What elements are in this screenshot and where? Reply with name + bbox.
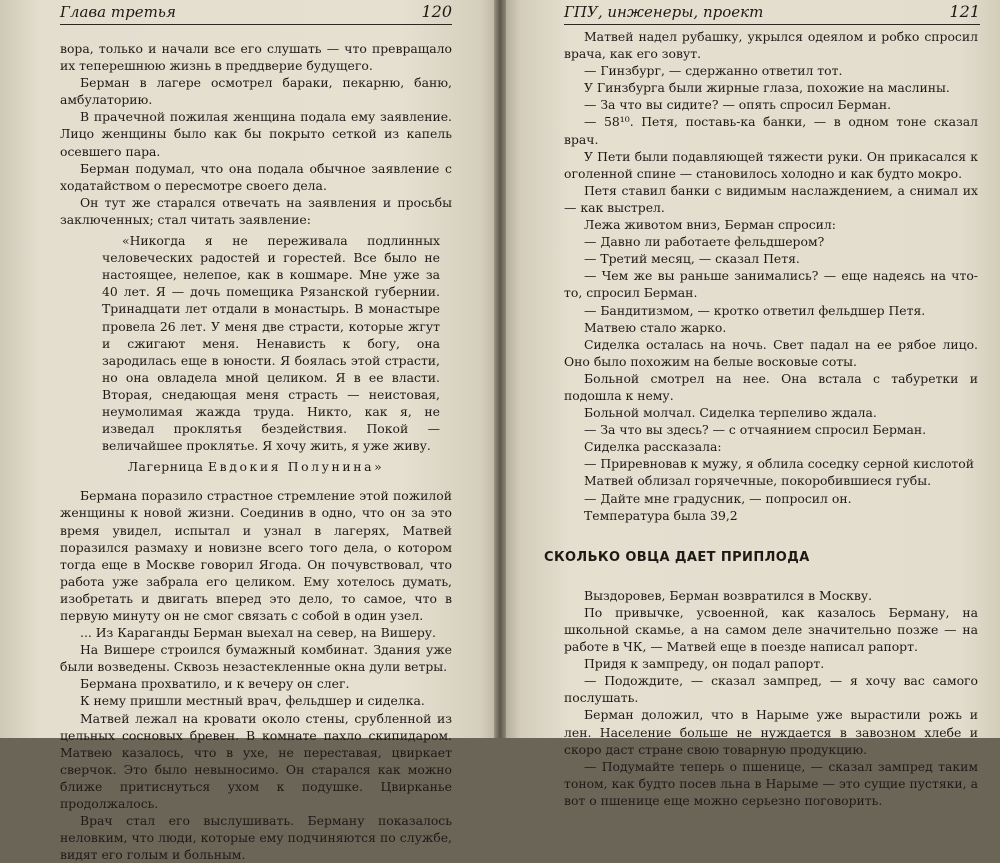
- application-quote: «Никогда я не переживала подлинных человеческих радостей и горестей. Все было не настоящее, нелепое, как в кошмаре. Мне уже за 40 лет. Я — дочь помещика Рязанской губернии. Тринадцати лет отдали в монастырь. В монастыре провела 26 лет. У меня две страсти, которые жгут и сжигают меня. Ненависть к богу, она зародилась еще в юности. Я боялась этой страсти, но она овладела мной целиком. Я в ее власти. Вторая, снедающая меня страсть — неистовая, неумолимая жажда труда. Никто, как я, не изведал проклятья бездействия. Покой — величайшее проклятье. Я хочу жить, я уже живу.: [102, 233, 440, 454]
- paragraph: Сиделка рассказала:: [584, 439, 722, 455]
- paragraph: — 58¹⁰. Петя, поставь-ка банки, — в одном тоне сказал врач.: [564, 114, 978, 147]
- paragraph: Берман подумал, что она подала обычное заявление с ходатайством о пересмотре своего дела.: [60, 160, 452, 193]
- paragraph: Петя ставил банки с видимым наслаждением, а снимал их — как выстрел.: [564, 182, 978, 215]
- paragraph: Сиделка осталась на ночь. Свет падал на ее рябое лицо. Оно было похожим на белые восковые соты.: [564, 336, 978, 369]
- paragraph: — Приревновав к мужу, я облила соседку серной кислотой: [584, 456, 974, 472]
- paragraph: — За что вы сидите? — опять спросил Берман.: [584, 97, 892, 113]
- signature-prefix: Лагерница: [127, 459, 204, 475]
- right-running-head: [564, 2, 980, 25]
- paragraph: — Гинзбург, — сдержанно ответил тот.: [584, 63, 843, 79]
- paragraph: Выздоровев, Берман возвратился в Москву.: [584, 587, 873, 603]
- paragraph: — Дайте мне градусник, — попросил он.: [584, 490, 852, 506]
- paragraph: Температура была 39,2: [584, 507, 738, 523]
- paragraph: К нему пришли местный врач, фельдшер и сиделка.: [80, 693, 425, 709]
- paragraph: Матвею стало жарко.: [584, 319, 727, 335]
- paragraph: — Давно ли работаете фельдшером?: [584, 234, 825, 250]
- paragraph: ... Из Караганды Берман выехал на север, на Вишеру.: [80, 625, 437, 641]
- paragraph: Больной смотрел на нее. Она встала с табуретки и подошла к нему.: [564, 370, 978, 403]
- paragraph: — За что вы здесь? — с отчаянием спросил Берман.: [584, 422, 927, 438]
- right-page: [500, 0, 1000, 808]
- chapter-title: Глава третья: [60, 3, 176, 21]
- paragraph: Берман в лагере осмотрел бараки, пекарню, баню, амбулаторию.: [60, 75, 452, 108]
- quote-signature: [60, 458, 452, 475]
- paragraph: В прачечной пожилая женщина подала ему заявление. Лицо женщины было как бы покрыто сеткой из капель осевшего пара.: [60, 109, 452, 159]
- paragraph: Больной молчал. Сиделка терпеливо ждала.: [584, 405, 877, 421]
- running-title: ГПУ, инженеры, проект: [564, 3, 764, 21]
- paragraph: На Вишере строился бумажный комбинат. Здания уже были возведены. Сквозь незастекленные окна дули ветры.: [60, 642, 452, 675]
- paragraph: вора, только и начали все его слушать — что превращало их теперешнюю жизнь в преддверие будущего.: [60, 41, 452, 74]
- right-page-body: [544, 28, 978, 809]
- paragraph: Врач стал его выслушивать. Берману показалось неловким, что люди, которые ему подчиняются по службе, видят его голым и больным.: [60, 813, 452, 863]
- paragraph: Матвей лежал на кровати около стены, срубленной из цельных сосновых бревен. В комнате пахло скипидаром. Матвею казалось, что в ухе, не переставая, цвиркает сверчок. Это было невыносимо. Он старался как можно ближе притиснуться ухом к подушке. Цвирканье продолжалось.: [60, 710, 452, 812]
- paragraph: Он тут же старался отвечать на заявления и просьбы заключенных; стал читать заявление:: [60, 194, 452, 227]
- paragraph: — Подумайте теперь о пшенице, — сказал зампред таким тоном, как будто посев льна в Нарыме — это сущие пустяки, а вот о пшенице еще можно серьезно поговорить.: [564, 758, 978, 808]
- paragraph: — Подождите, — сказал зампред, — я хочу вас самого послушать.: [564, 673, 978, 706]
- left-page-body: [60, 40, 452, 863]
- book-gutter: [494, 0, 506, 738]
- section-title: СКОЛЬКО ОВЦА ДАЕТ ПРИПЛОДА: [544, 549, 810, 565]
- paragraph: У Пети были подавляющей тяжести руки. Он прикасался к оголенной спине — становилось холодно и как будто мокро.: [564, 148, 978, 181]
- paragraph: Берман доложил, что в Нарыме уже вырастили рожь и лен. Население больше не нуждается в завозном хлебе и скоро даст стране свою товарную продукцию.: [564, 707, 978, 757]
- paragraph: Бермана поразило страстное стремление этой пожилой женщины к новой жизни. Соединив в одно, что он за это время увидел, испытал и узнал в лагерях, Матвей поразился размаху и новизне всего того дела, о котором тогда еще в Москве говорил Ягода. Он почувствовал, что работа уже забрала его целиком. Ему хотелось думать, изобретать и двигать вперед это дело, то самое, что в первую минуту он не смог связать с собой в один узел.: [60, 488, 452, 623]
- left-page-number: 120: [421, 2, 452, 21]
- right-page-number: 121: [949, 2, 980, 21]
- paragraph: Бермана прохватило, и к вечеру он слег.: [80, 676, 350, 692]
- paragraph: — Чем же вы раньше занимались? — еще надеясь на что-то, спросил Берман.: [564, 268, 978, 301]
- paragraph: — Третий месяц, — сказал Петя.: [584, 251, 800, 267]
- paragraph: Придя к зампреду, он подал рапорт.: [584, 656, 825, 672]
- paragraph: Лежа животом вниз, Берман спросил:: [584, 217, 836, 233]
- signature-name: Евдокия Полунина»: [208, 459, 385, 475]
- paragraph: — Бандитизмом, — кротко ответил фельдшер Петя.: [584, 302, 926, 318]
- paragraph: У Гинзбурга были жирные глаза, похожие на маслины.: [584, 80, 950, 96]
- paragraph: Матвей облизал горячечные, покоробившиеся губы.: [584, 473, 932, 489]
- paragraph: По привычке, усвоенной, как казалось Берману, на школьной скамье, а на самом деле значительно позже — на работе в ЧК, — Матвей еще в поезде написал рапорт.: [564, 604, 978, 655]
- left-running-head: [60, 2, 452, 25]
- paragraph: Матвей надел рубашку, укрылся одеялом и робко спросил врача, как его зовут.: [564, 29, 978, 62]
